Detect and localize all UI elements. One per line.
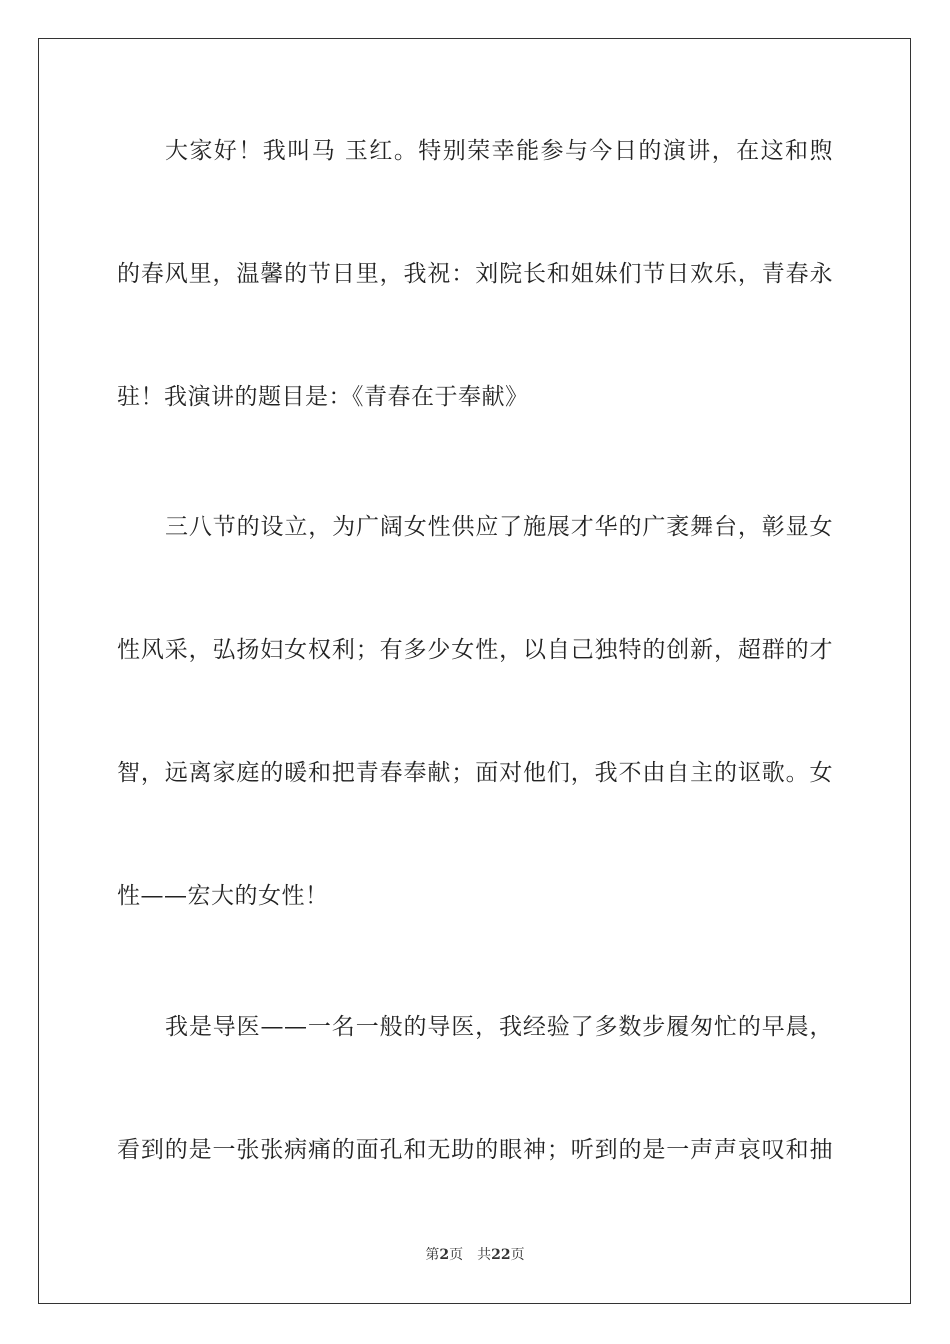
page-border (38, 38, 911, 1304)
footer-total-suffix: 页 (510, 1247, 525, 1263)
paragraph-1-line-1: 大家好！我叫马 玉红。特别荣幸能参与今日的演讲，在这和煦 (165, 138, 833, 164)
paragraph-1-line-3: 驻！我演讲的题目是：《青春在于奉献》 (117, 384, 529, 410)
footer-page-number: 2 (439, 1247, 450, 1263)
footer-page-prefix: 第 (425, 1247, 440, 1263)
paragraph-2-line-2: 性风采，弘扬妇女权利；有多少女性，以自己独特的创新，超群的才 (117, 637, 833, 663)
paragraph-2-line-3: 智，远离家庭的暖和把青春奉献；面对他们，我不由自主的讴歌。女 (117, 760, 833, 786)
paragraph-3-line-2: 看到的是一张张病痛的面孔和无助的眼神；听到的是一声声哀叹和抽 (117, 1137, 833, 1163)
paragraph-3-line-1: 我是导医——一名一般的导医，我经验了多数步履匆忙的早晨， (165, 1014, 833, 1040)
footer-page-suffix: 页 (449, 1247, 464, 1263)
page-footer (0, 1246, 950, 1264)
paragraph-1-line-2: 的春风里，温馨的节日里，我祝：刘院长和姐妹们节日欢乐，青春永 (117, 261, 833, 287)
paragraph-2-line-4: 性——宏大的女性！ (117, 883, 329, 909)
footer-total-pages: 22 (491, 1247, 511, 1263)
paragraph-2-line-1: 三八节的设立，为广阔女性供应了施展才华的广袤舞台，彰显女 (165, 514, 833, 540)
footer-total-prefix: 共 (477, 1247, 492, 1263)
